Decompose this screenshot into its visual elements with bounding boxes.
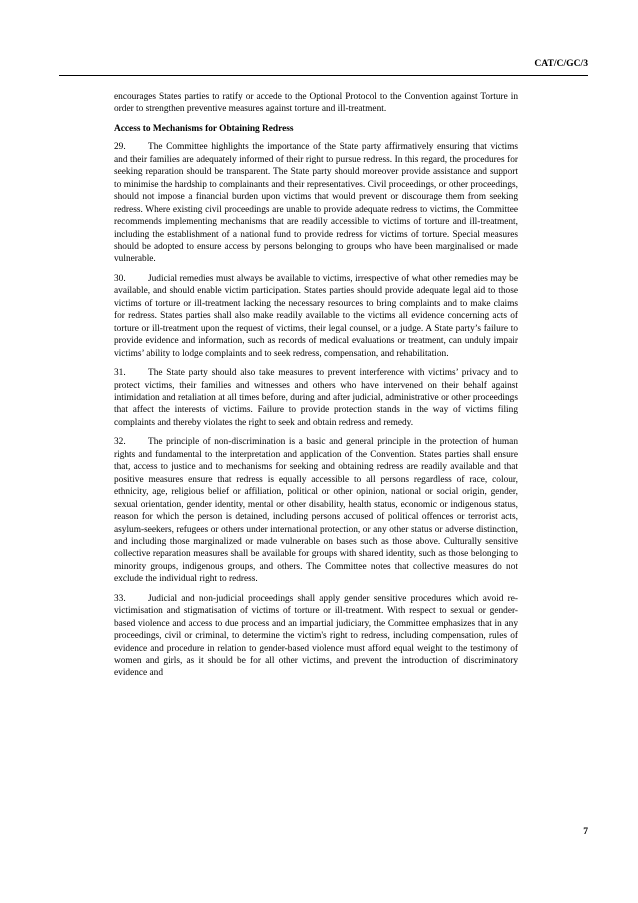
paragraph-number: 30.	[114, 273, 126, 284]
paragraph-31	[114, 367, 518, 429]
paragraph-32	[114, 436, 518, 585]
intro-paragraph: encourages States parties to ratify or accede to the Optional Protocol to the Convention against Torture in order to strengthen preventive measures against torture and ill-treatment.	[114, 92, 518, 115]
paragraph-text: The principle of non-discrimination is a basic and general principle in the protection of human rights and fundamental to the interpretation and application of the Convention. States parties shall ensure that, access to justice and to mechanisms for seeking and obtaining redress are readily available and that positive measures ensure that redress is equally accessible to all persons regardless of race, colour, ethnicity, age, religious belief or affiliation, political or other opinion, national or social origin, gender, sexual orientation, gender identity, mental or other disability, health status, economic or indigenous status, reason for which the person is detained, including persons accused of political offences or terrorist acts, asylum-seekers, refugees or others under international protection, or any other status or adverse distinction, and including those marginalized or made vulnerable on bases such as those above. Culturally sensitive collective reparation measures shall be available for groups with shared identity, such as those belonging to minority groups, indigenous groups, and others. The Committee notes that collective measures do not exclude the individual right to redress.	[114, 437, 518, 585]
paragraph-29	[114, 141, 518, 266]
paragraph-text: Judicial remedies must always be available to victims, irrespective of what other remedies may be available, and should enable victim participation. States parties should provide adequate legal aid to those victims of torture or ill-treatment lacking the necessary resources to bring complaints and to make claims for redress. States parties shall also make readily available to the victims all evidence concerning acts of torture or ill-treatment upon the request of victims, their legal counsel, or a judge. A State party’s failure to provide evidence and information, such as records of medical evaluations or treatment, can unduly impair victims’ ability to lodge complaints and to seek redress, compensation, and rehabilitation.	[114, 273, 518, 359]
paragraph-30	[114, 273, 518, 360]
paragraph-33	[114, 593, 518, 680]
paragraph-text: The Committee highlights the importance of the State party affirmatively ensuring that victims and their families are adequately informed of their right to pursue redress. In this regard, the procedures for seeking reparation should be transparent. The State party should moreover provide assistance and support to minimise the hardship to complainants and their representatives. Civil proceedings, or other proceedings, should not impose a financial burden upon victims that would prevent or discourage them from seeking redress. Where existing civil proceedings are unable to provide adequate redress to victims, the Committee recommends implementing mechanisms that are readily accessible to victims of torture and ill-treatment, including the establishment of a national fund to provide redress for victims of torture. Special measures should be adopted to ensure access by persons belonging to groups who have been marginalised or made vulnerable.	[114, 142, 518, 265]
section-heading: Access to Mechanisms for Obtaining Redress	[114, 123, 294, 134]
paragraph-text: Judicial and non-judicial proceedings shall apply gender sensitive procedures which avoid re-victimisation and stigmatisation of victims of torture or ill-treatment. With respect to sexual or gender-based violence and access to due process and an impartial judiciary, the Committee emphasizes that in any proceedings, civil or criminal, to determine the victim's right to redress, including compensation, rules of evidence and procedure in relation to gender-based violence must afford equal weight to the testimony of women and girls, as it should be for all other victims, and prevent the introduction of discriminatory evidence and	[114, 593, 518, 679]
document-body	[114, 91, 518, 687]
paragraph-number: 33.	[114, 593, 126, 604]
paragraph-number: 29.	[114, 142, 126, 153]
paragraph-text: The State party should also take measures to prevent interference with victims’ privacy and to protect victims, their families and witnesses and others who have intervened on their behalf against intimidation and retaliation at all times before, during and after judicial, administrative or other proceedings that affect the interests of victims. Failure to provide protection stands in the way of victims filing complaints and thereby violates the right to seek and obtain redress and remedy.	[114, 368, 518, 428]
page-number: 7	[583, 826, 588, 837]
header-divider	[59, 75, 588, 76]
paragraph-number: 32.	[114, 437, 126, 448]
paragraph-number: 31.	[114, 368, 126, 379]
document-code: CAT/C/GC/3	[534, 58, 588, 69]
